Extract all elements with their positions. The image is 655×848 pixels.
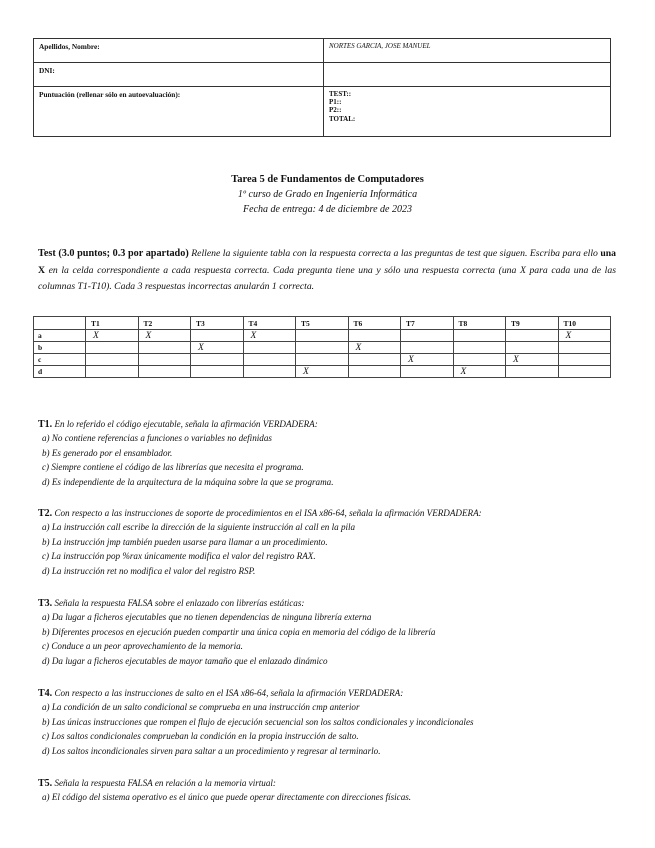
- answer-cell[interactable]: [138, 354, 191, 366]
- question-stem: Señala la respuesta FALSA sobre el enlazado con librerías estáticas:: [52, 598, 305, 608]
- answer-cell[interactable]: [401, 342, 454, 354]
- answer-cell[interactable]: [191, 366, 244, 378]
- answer-option: b) Es generado por el ensamblador.: [42, 447, 173, 458]
- answer-cell[interactable]: [506, 330, 559, 342]
- answer-option: c) Conduce a un peor aprovechamiento de la memoria.: [42, 641, 243, 651]
- answer-table: [33, 316, 611, 378]
- answer-cell[interactable]: [243, 342, 296, 354]
- instructions-bold: una X: [38, 248, 616, 276]
- answer-cell[interactable]: X: [86, 330, 139, 342]
- answer-option: b) La instrucción jmp también pueden usarse para llamar a un procedimiento.: [42, 536, 328, 547]
- row-label: c: [34, 354, 86, 366]
- answer-cell[interactable]: [506, 342, 559, 354]
- dni-value: [324, 63, 611, 87]
- score-p1: P1::: [329, 98, 342, 107]
- name-label: Apellidos, Nombre:: [34, 39, 324, 63]
- question-number: T3.: [38, 598, 53, 609]
- question-text: [38, 418, 628, 431]
- question-stem: En lo referido el código ejecutable, señala la afirmación VERDADERA:: [52, 419, 318, 429]
- answer-cell[interactable]: [401, 366, 454, 378]
- answer-option: c) Siempre contiene el código de las librerías que necesita el programa.: [42, 462, 304, 472]
- answer-cell[interactable]: [243, 354, 296, 366]
- answer-table-header: [34, 317, 611, 330]
- answer-cell[interactable]: [86, 342, 139, 354]
- answer-option: c) La instrucción pop %rax únicamente modifica el valor del registro RAX.: [42, 551, 316, 561]
- score-lines: [324, 87, 611, 137]
- answer-cell[interactable]: X: [243, 330, 296, 342]
- answer-option: a) La instrucción call escribe la dirección de la siguiente instrucción al call en la pila: [42, 522, 356, 532]
- row-label: a: [34, 330, 86, 342]
- column-header-t2: T2: [138, 317, 191, 330]
- question-text: [38, 687, 628, 700]
- answer-cell[interactable]: X: [453, 366, 506, 378]
- column-header-t10: T10: [558, 317, 611, 330]
- answer-cell[interactable]: X: [191, 342, 244, 354]
- corner-cell: [34, 317, 86, 330]
- column-header-t8: T8: [453, 317, 506, 330]
- column-header-t7: T7: [401, 317, 454, 330]
- answer-row-b: [34, 342, 611, 354]
- question-number: T4.: [38, 688, 53, 699]
- question-stem: Con respecto a las instrucciones de salto en el ISA x86-64, señala la afirmación VERDADERA:: [52, 688, 404, 698]
- question-5: [38, 777, 628, 805]
- answer-option: a) No contiene referencias a funciones o variables no definidas: [42, 433, 272, 443]
- question-text: [38, 597, 628, 610]
- question-number: T1.: [38, 419, 53, 430]
- question-2: [38, 507, 628, 578]
- column-header-t4: T4: [243, 317, 296, 330]
- answer-option: a) Da lugar a ficheros ejecutables que no tienen dependencias de ninguna librería externa: [42, 612, 372, 622]
- question-number: T2.: [38, 508, 53, 519]
- question-stem: Con respecto a las instrucciones de soporte de procedimientos en el ISA x86-64, señala la afirmación VERDADERA:: [52, 508, 482, 518]
- answer-cell[interactable]: [296, 330, 349, 342]
- answer-cell[interactable]: [138, 342, 191, 354]
- score-label: Puntuación (rellenar sólo en autoevaluación):: [34, 87, 324, 137]
- answer-row-d: [34, 366, 611, 378]
- column-header-t5: T5: [296, 317, 349, 330]
- score-test: TEST::: [329, 90, 352, 98]
- question-text: [38, 777, 628, 790]
- answer-cell[interactable]: X: [506, 354, 559, 366]
- course-line: 1º curso de Grado en Ingeniería Informática: [237, 189, 418, 200]
- score-p2: P2::: [329, 106, 342, 115]
- student-header-table: [33, 38, 611, 137]
- answer-cell[interactable]: [296, 342, 349, 354]
- answer-option: d) La instrucción ret no modifica el valor del registro RSP.: [42, 565, 256, 576]
- test-lead: Test (3.0 puntos; 0.3 por apartado): [38, 248, 189, 259]
- answer-cell[interactable]: [296, 354, 349, 366]
- name-value: NORTES GARCIA, JOSE MANUEL: [324, 39, 611, 63]
- answer-option: a) La condición de un salto condicional se comprueba en una instrucción cmp anterior: [42, 702, 360, 712]
- column-header-t3: T3: [191, 317, 244, 330]
- due-date-line: Fecha de entrega: 4 de diciembre de 2023: [243, 204, 412, 215]
- answer-option: d) Los saltos incondicionales sirven para saltar a un procedimiento y regresar al terminarlo.: [42, 745, 381, 756]
- question-number: T5.: [38, 778, 53, 789]
- score-total: TOTAL:: [329, 114, 356, 123]
- answer-cell[interactable]: [558, 342, 611, 354]
- instructions-part-1: Rellene la siguiente tabla con la respuesta correcta a las preguntas de test que siguen. Escriba para ello: [188, 248, 601, 259]
- answer-cell[interactable]: X: [558, 330, 611, 342]
- answer-cell[interactable]: [191, 330, 244, 342]
- answer-cell[interactable]: [86, 354, 139, 366]
- answer-cell[interactable]: [243, 366, 296, 378]
- row-label: b: [34, 342, 86, 354]
- answer-cell[interactable]: X: [401, 354, 454, 366]
- answer-cell[interactable]: [348, 366, 401, 378]
- question-stem: Señala la respuesta FALSA en relación a la memoria virtual:: [52, 778, 276, 788]
- answer-option: b) Las únicas instrucciones que rompen el flujo de ejecución secuencial son los saltos condicionales y incondicionales: [42, 716, 474, 727]
- column-header-t6: T6: [348, 317, 401, 330]
- answer-cell[interactable]: X: [296, 366, 349, 378]
- test-instructions: [38, 246, 616, 296]
- answer-cell[interactable]: [453, 342, 506, 354]
- answer-option: d) Es independiente de la arquitectura de la máquina sobre la que se programa.: [42, 476, 334, 487]
- answer-cell[interactable]: [558, 354, 611, 366]
- answer-cell[interactable]: [191, 354, 244, 366]
- answer-cell[interactable]: [86, 366, 139, 378]
- answer-option: c) Los saltos condicionales comprueban la condición en la propia instrucción de salto.: [42, 731, 359, 741]
- question-3: [38, 597, 628, 668]
- instructions-part-2: en la celda correspondiente a cada respuesta correcta. Cada pregunta tiene una y sólo una respuesta correcta (una X para cada una de las columnas T1-T10). Cada 3 respuestas incorrectas anularán 1 correcta.: [38, 264, 616, 293]
- answer-cell[interactable]: X: [348, 342, 401, 354]
- column-header-t1: T1: [86, 317, 139, 330]
- question-4: [38, 687, 628, 758]
- answer-cell[interactable]: [401, 330, 454, 342]
- title-block: [0, 172, 655, 217]
- doc-title: Tarea 5 de Fundamentos de Computadores: [231, 174, 424, 185]
- column-header-t9: T9: [506, 317, 559, 330]
- dni-label: DNI:: [34, 63, 324, 87]
- answer-cell[interactable]: [453, 330, 506, 342]
- question-text: [38, 507, 628, 520]
- row-label: d: [34, 366, 86, 378]
- answer-option: a) El código del sistema operativo es el único que puede operar directamente con direcciones físicas.: [42, 792, 412, 802]
- answer-cell[interactable]: [138, 366, 191, 378]
- answer-cell[interactable]: [348, 354, 401, 366]
- answer-row-a: [34, 330, 611, 342]
- answer-cell[interactable]: [506, 366, 559, 378]
- answer-cell[interactable]: [453, 354, 506, 366]
- question-1: [38, 418, 628, 489]
- answer-row-c: [34, 354, 611, 366]
- answer-cell[interactable]: [558, 366, 611, 378]
- answer-option: b) Diferentes procesos en ejecución pueden compartir una única copia en memoria del código de la librería: [42, 626, 436, 637]
- answer-cell[interactable]: X: [138, 330, 191, 342]
- answer-cell[interactable]: [348, 330, 401, 342]
- answer-option: d) Da lugar a ficheros ejecutables de mayor tamaño que el enlazado dinámico: [42, 655, 328, 666]
